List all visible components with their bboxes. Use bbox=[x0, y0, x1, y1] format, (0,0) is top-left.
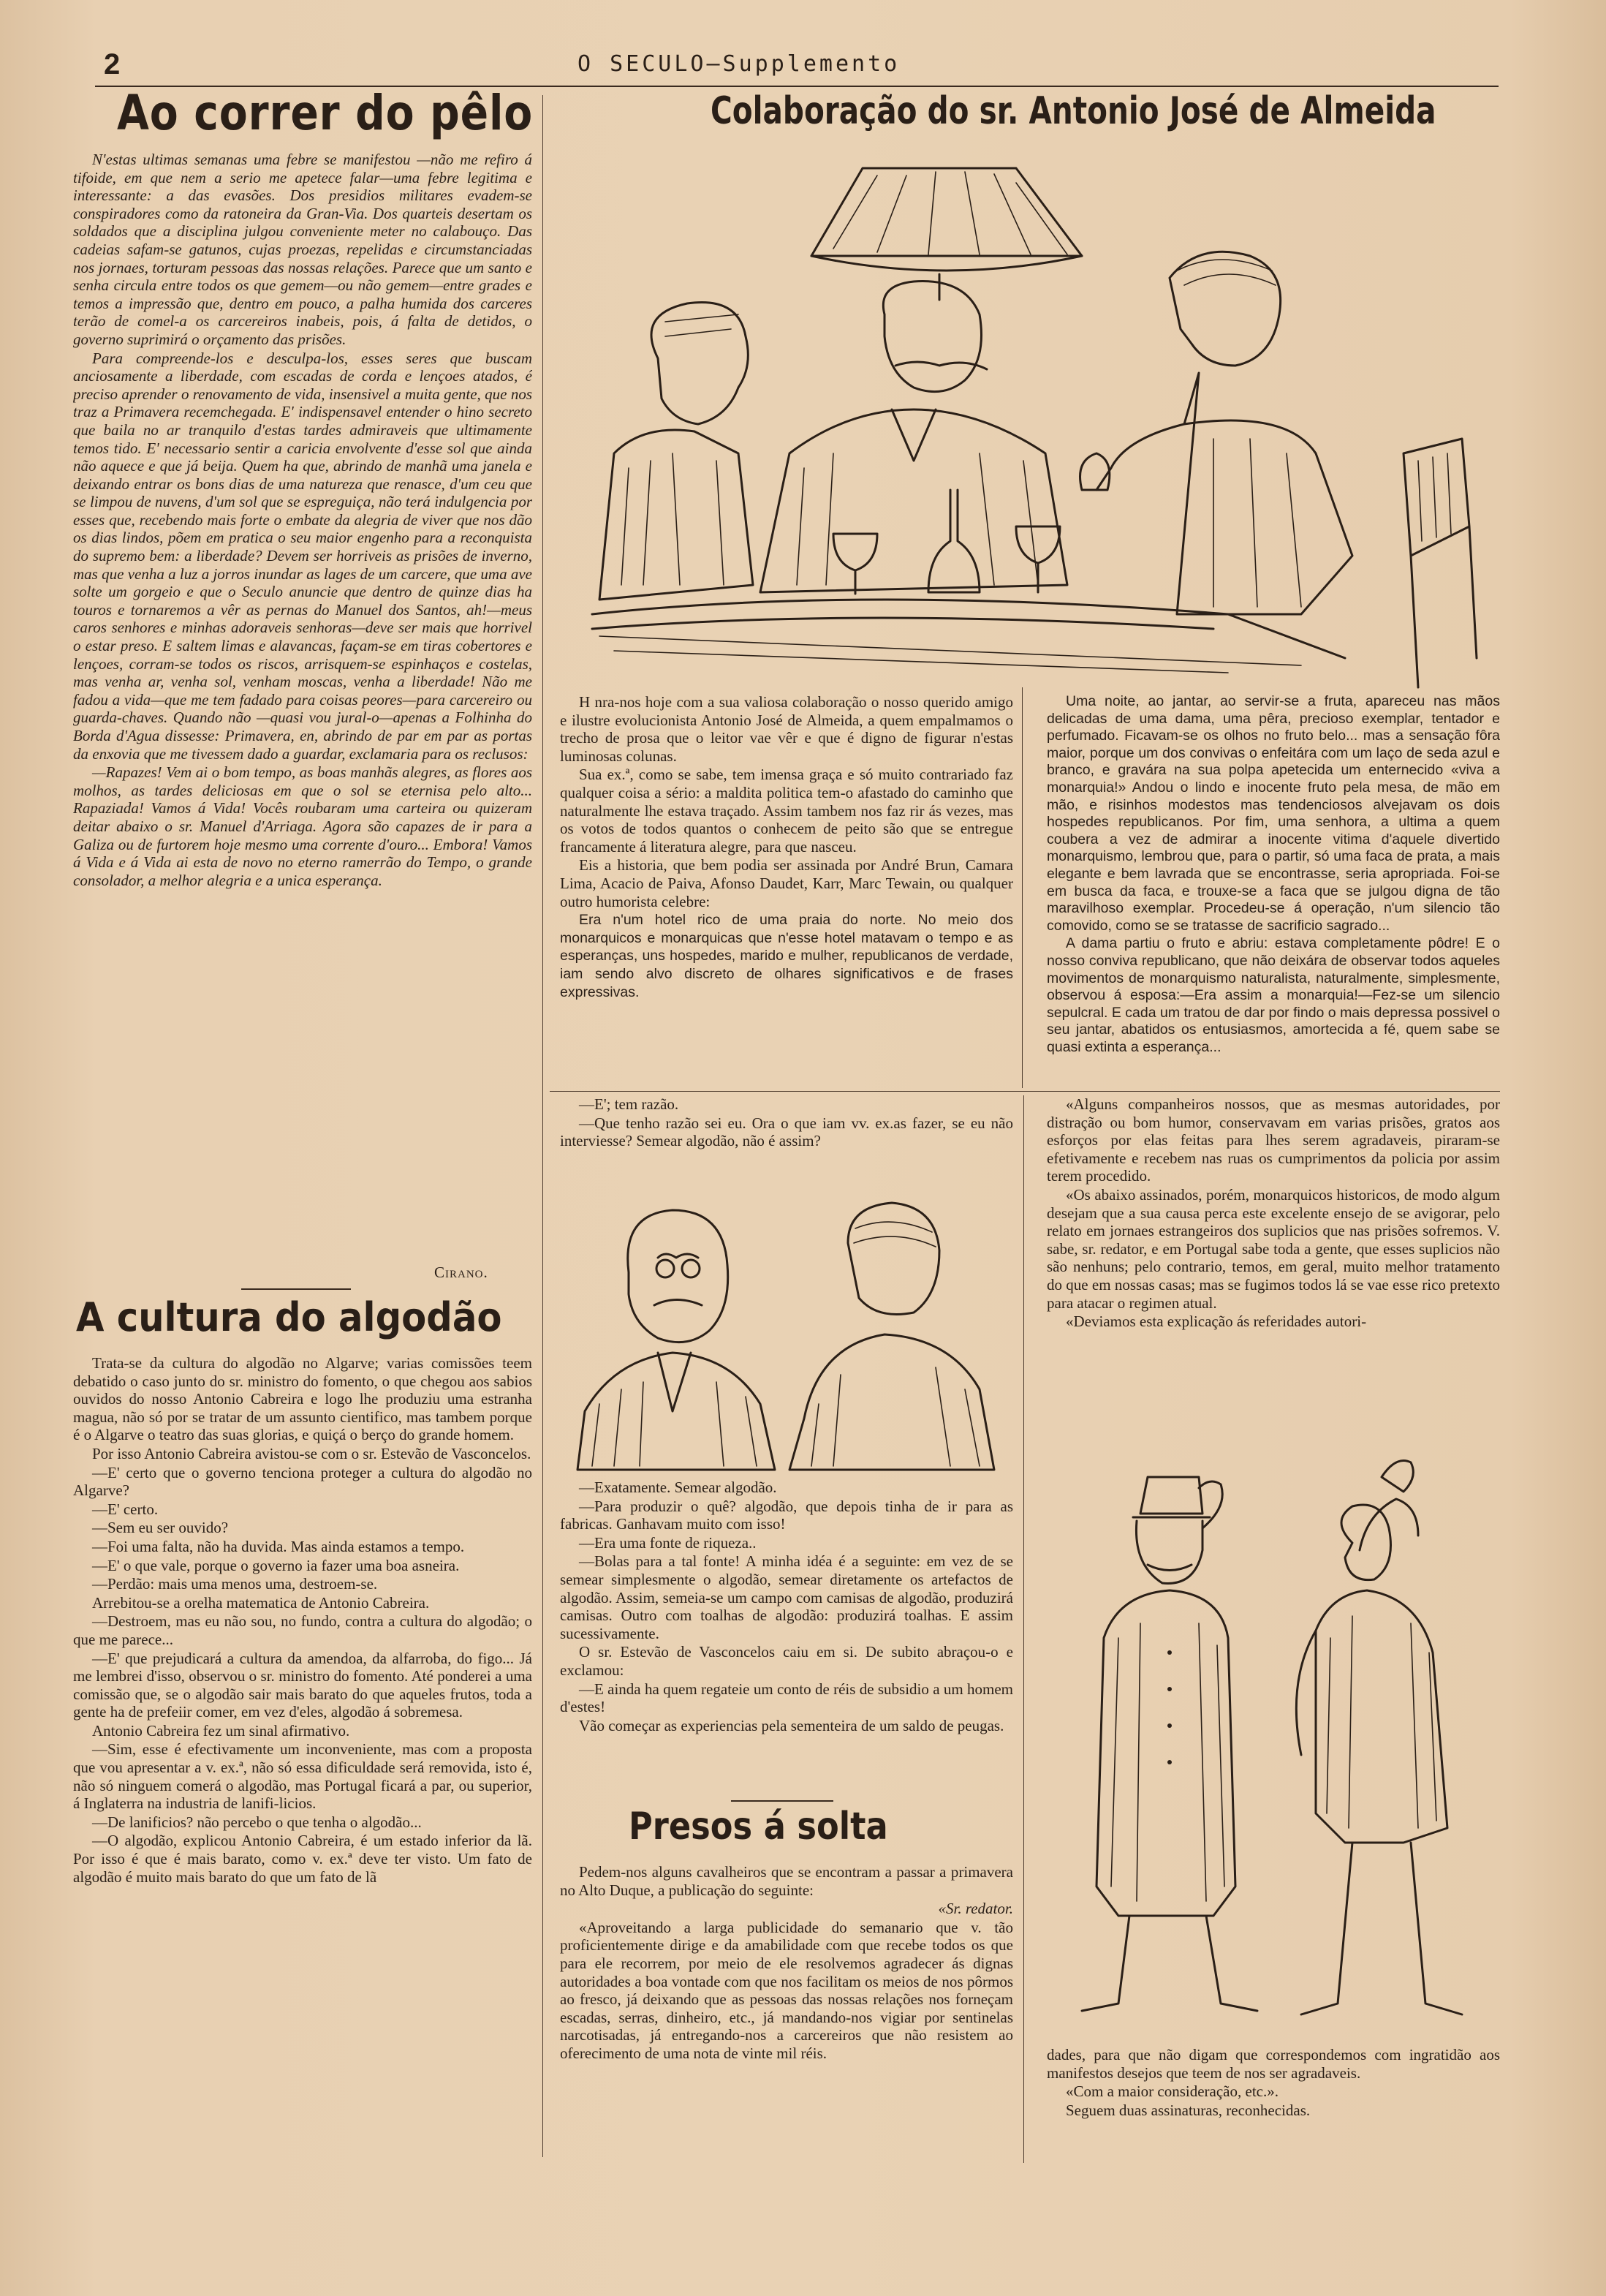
paragraph: O sr. Estevão de Vasconcelos caiu em si. De subito abraçou-o e exclamou: bbox=[560, 1643, 1013, 1679]
paragraph: «Aproveitando a larga publicidade do semanario que v. tão proficientemente dirige e da amabilidade com que recebe todos os que para ele recorrem, por meio de ele resolvemos agradecer ás dignas autoridades a boa vontade com que nos facilitam os meios de nos pôrmos ao fresco, já deixando que as pessoas das nossas relações nos forneçam escadas, serras, dinheiro, etc., já mandando-nos vigiar por sentinelas narcotisadas, já entregando-nos a carcereiros que não resistem ao oferecimento de uma nota de vinte mil réis. bbox=[560, 1918, 1013, 2062]
paragraph: —Para produzir o quê? algodão, que depois tinha de ir para as fabricas. Ganhavam muito com isso! bbox=[560, 1497, 1013, 1533]
paragraph: Seguem duas assinaturas, reconhecidas. bbox=[1066, 2101, 1311, 2119]
paragraph: —O algodão, explicou Antonio Cabreira, é um estado inferior da lã. Por isso é que é mais barato, como v. ex.ª deve ter visto. Um fato de algodão é muito mais barato do que um fato de lã bbox=[73, 1832, 532, 1886]
paragraph: Sua ex.ª, como se sabe, tem imensa graça e só muito contrariado faz qualquer coisa a sério: a maldita politica tem-o afastado do caminho que naturalmente lhe estava traçado. Assim tambem nos faz rir ás vezes, mas os votos de todos quantos o conhecem de peito são que se entregue francamente á literatura alegre, para que nasceu. bbox=[560, 766, 1013, 856]
paragraph: dades, para que não digam que correspondemos com ingratidão aos manifestos desejos que teem de nos ser agradaveis. bbox=[1047, 2046, 1500, 2082]
column-rule bbox=[542, 95, 543, 2157]
paragraph: —Que tenho razão sei eu. Ora o que iam vv. ex.as fazer, se eu não interviesse? Semear algodão, não é assim? bbox=[560, 1114, 1013, 1150]
paragraph: —Sem eu ser ouvido? bbox=[92, 1519, 229, 1537]
paragraph: —E'; tem razão. bbox=[579, 1095, 679, 1113]
paragraph: Antonio Cabreira fez um sinal afirmativo. bbox=[92, 1721, 350, 1740]
dinner-table-illustration bbox=[570, 146, 1491, 695]
paragraph: Era n'um hotel rico de uma praia do norte. No meio dos monarquicos e monarquicas que n'esse hotel matavam o tempo e as esperanças, uns hospedes, marido e mulher, republicanos de verdade, iam sendo alvo discreto de olhares significativos e de frases expressivas. bbox=[560, 912, 1013, 1000]
column-rule bbox=[1022, 687, 1023, 1088]
paragraph: Para compreende-los e desculpa-los, esses seres que buscam anciosamente a liberdade, com escadas de corda e lençoes atados, é preciso aprender o renovamento de vida, insensivel a muita gente, que nos traz a Primavera recemchegada. E' indispensavel entender o hino secreto que baila no ar tranquilo d'estas tardes admiraveis que ultimamente temos tido. E' necessario sentir a caricia envolvente d'esse sol que ainda não aquece e que já beija. Quem ha que, abrindo de manhã uma janela e deixando entrar os bons dias de uma natureza que renasce, d'um ceu que se limpou de nuvens, d'um sol que se espreguiça, não terá indulgencia por esses que, recebendo mais forte o embate da alegria de viver que nos dão os dias lindos, põem em pratica o seu maior engenho para a reconquista do supremo bem: a liberdade? Devem ser horriveis as prisões de inverno, mas que venha a luz a jorros inundar as lages de um carcere, que uma ave solte um gorgeio e que o Seculo anuncie que dentro de quinze dias ha touros e tornaremos a vêr as pernas do Manuel dos Santos, ah!—meus caros senhores e minhas adoraveis senhoras—deve ser mais que horrivel o estar preso. E saltem limas e alavancas, façam-se em tiras cobertores e lençoes, corram-se todos os riscos, arrisquem-se espinhaços e costelas, mas venha ar, venha sol, venham moscas, venha a liberdade! Não me fadou a vida—que me tem fadado para coisas peores—para carcereiro ou guarda-chaves. Quando não —quasi vou jural-o—apenas a Folhinha do Borda d'Agua dissesse: Primavera, en, abrindo de par em par as portas da enxovia que me tivessem dado a guardar, exclamaria para os reclusos: bbox=[73, 349, 532, 763]
paragraph: —Sim, esse é efectivamente um inconveniente, mas com a proposta que vou apresentar a v. ex.ª, não só essa dificuldade será removida, isto é, não só ninguem comerá o algodão, mas Portugal ficará a par, ou superior, á Inglaterra na industria de lanifi-licios. bbox=[73, 1740, 532, 1813]
paragraph: A dama partiu o fruto e abriu: estava completamente pôdre! E o nosso conviva republicano, que não deixára de observar todos aqueles movimentos de monarquismo naturalista, naturalmente, simplesmente, observou á esposa:—Era assim a monarquia!—Fez-se um silencio sepulcral. E cada um tratou de dar por findo o mais depressa possivel o seu jantar, abatidos os entusiasmos, amortecida a fé, quem sabe se quasi extinta a esperança... bbox=[1047, 935, 1500, 1055]
article-presos-tail bbox=[1047, 2046, 1500, 2163]
dialog-part-two bbox=[560, 1479, 1013, 1786]
paragraph: —Era uma fonte de riqueza.. bbox=[579, 1533, 757, 1552]
two-men-illustration bbox=[570, 1170, 1009, 1477]
prisoners-illustration bbox=[1038, 1448, 1506, 2033]
headline-ao-correr: Ao correr do pêlo bbox=[117, 85, 534, 141]
paragraph: «Sr. redator. bbox=[938, 1900, 1013, 1918]
paragraph: H nra-nos hoje com a sua valiosa colaboração o nosso querido amigo e ilustre evolucionista Antonio José de Almeida, a quem empalmamos o trecho de prosa que o leitor vae vêr e que é digno de figurar n'estas luminosas colunas. bbox=[560, 693, 1013, 765]
paragraph: —Perdão: mais uma menos uma, destroem-se. bbox=[92, 1575, 378, 1593]
headline-almeida: Colaboração do sr. Antonio José de Almeida bbox=[711, 89, 1436, 133]
paragraph: N'estas ultimas semanas uma febre se manifestou —não me refiro á tifoide, em que nem a serio me apetece falar—uma febre legitima e interessante: a das evasões. Dos presidios militares evadem-se conspiradores como da ratoneira da Gran-Via. Dos quarteis desertam os soldados que a disciplina julgou conveniente meter no calabouço. Das cadeias safam-se gatunos, cujas proezas, repelidas e circumstanciadas nos jornaes, torturam pessoas das nossas relações. Parece que um santo e senha circula entre todos os que gemem—ou não gemem—entre grades e temos a impressão que, dentro em pouco, a palha humida dos carceres terão de comel-a os carcereiros inabeis, pois, á falta de detidos, o governo suprimirá o orçamento das prisões. bbox=[73, 151, 532, 348]
paragraph: —E ainda ha quem regateie um conto de réis de subsidio a um homem d'estes! bbox=[560, 1680, 1013, 1716]
article-ao-correr bbox=[73, 151, 532, 1236]
paragraph: —E' certo que o governo tenciona proteger a cultura do algodão no Algarve? bbox=[73, 1463, 532, 1500]
paragraph: Eis a historia, que bem podia ser assinada por André Brun, Camara Lima, Acacio de Paiva, Afonso Daudet, Karr, Marc Tewain, ou qualquer outro humorista celebre: bbox=[560, 856, 1013, 910]
headline-algodao: A cultura do algodão bbox=[76, 1294, 502, 1340]
paragraph: «Alguns companheiros nossos, que as mesmas autoridades, por distração ou bom humor, conservavam em varias prisões, gratos aos esforços por elas feitas para lhes serem agradaveis, piraram-se efetivamente e recebem nas ruas os cumprimentos da policia por assim terem procedido. bbox=[1047, 1095, 1500, 1185]
dialog-part-one bbox=[560, 1095, 1013, 1157]
paragraph: —Exatamente. Semear algodão. bbox=[579, 1479, 777, 1496]
paragraph: Arrebitou-se a orelha matematica de Antonio Cabreira. bbox=[92, 1593, 430, 1612]
paragraph: —Foi uma falta, não ha duvida. Mas ainda estamos a tempo. bbox=[92, 1537, 465, 1555]
paragraph: —E' o que vale, porque o governo ia fazer uma boa asneira. bbox=[92, 1556, 460, 1574]
signature-cirano: Cirano. bbox=[434, 1264, 488, 1281]
paragraph: —E' que prejudicará a cultura da amendoa, da alfarroba, do figo... Já me lembrei d'isso, observou o sr. ministro do fomento. Até ponderei a uma comissão que, se o algodão sair mais barato do que aqueles frutos, toda a gente ha de prefeiir comer, em vez d'eles, algodão á sobremesa. bbox=[73, 1649, 532, 1721]
paragraph: Vão começar as experiencias pela sementeira de um saldo de peugas. bbox=[579, 1716, 1004, 1734]
section-rule bbox=[550, 1091, 1500, 1092]
paragraph: —De lanificios? não percebo o que tenha o algodão... bbox=[92, 1813, 422, 1831]
page-number: 2 bbox=[104, 48, 121, 80]
paragraph: Pedem-nos alguns cavalheiros que se encontram a passar a primavera no Alto Duque, a publicação do seguinte: bbox=[560, 1863, 1013, 1899]
section-ornament bbox=[731, 1800, 833, 1802]
article-algodao bbox=[73, 1354, 532, 2145]
paragraph: —Destroem, mas eu não sou, no fundo, contra a cultura do algodão; o que me parece... bbox=[73, 1612, 532, 1648]
paragraph: «Deviamos esta explicação ás referidades autori- bbox=[1066, 1313, 1367, 1331]
section-ornament bbox=[241, 1288, 351, 1290]
headline-presos: Presos á solta bbox=[629, 1805, 888, 1848]
paragraph: Trata-se da cultura do algodão no Algarve; varias comissões teem debatido o caso junto do sr. ministro do fomento, o que chegou aos sabios ouvidos do nosso Antonio Cabreira e logo lhe produziu uma estranha magua, não só por se tratar de um assunto cientifico, mas tambem porque é o Algarve o teatro das suas glorias, e quiçá o berço do grande homem. bbox=[73, 1354, 532, 1444]
paragraph: —Rapazes! Vem ai o bom tempo, as boas manhãs alegres, as flores aos molhos, as tardes deliciosas em que o sol se eternisa pelo alto... Rapaziada! Vamos á Vida! Vocês roubaram uma carteira ou quizeram deitar abaixo o sr. Manuel d'Arriaga. Agora são capazes de ir para a Galiza ou de furtorem hoje mesmo uma corrente d'ouro... Embora! Vamos á Vida e á Vida ai esta de novo no eterno ramerrão do Tempo, o grande consolador, a melhor alegria e a unica esperança. bbox=[73, 763, 532, 889]
column-rule bbox=[1023, 1095, 1024, 2163]
paragraph: «Com a maior consideração, etc.». bbox=[1066, 2082, 1279, 2101]
article-presos bbox=[560, 1863, 1013, 2156]
article-almeida-col-b bbox=[1047, 693, 1500, 1088]
running-head: O SECULO—Supplemento bbox=[577, 51, 901, 77]
paragraph: Uma noite, ao jantar, ao servir-se a fruta, apareceu nas mãos delicadas de uma dama, uma pêra, precioso exemplar, tentador e perfumado. Ficavam-se os olhos no fruto belo... mas a sensação fôra maior, porque um dos convivas o enfeitára com um laço de seda azul e branco, e gravára na sua polpa apetecida um enternecido «viva a monarquia!» Andou o lindo e inocente fruto pela mesa, de mão em mão, e risinhos modestos mas tendenciosos alvejavam os dois hospedes republicanos. Por fim, uma senhora, a ultima a quem coubera a vez de admirar a inocente vitima d'aquele divertido monarquismo, lembrou que, para o partir, só uma faca de prata, a mais elegante e bem lavrada que se encontrasse, seria apropriada. Foi-se em busca da faca, e trouxe-se a faca que se julgou digna de tão maravilhoso exemplar. Procedeu-se á operação, n'um silencio tão comovido, como se se tratasse de sacrificio sagrado... bbox=[1047, 693, 1500, 934]
article-presos-continued bbox=[1047, 1095, 1500, 1432]
paragraph: «Os abaixo assinados, porém, monarquicos historicos, de modo algum desejam que a sua causa perca este excelente ensejo de se avigorar, pelo relato em jornaes estrangeiros dos suplicios que nas prisões sofremos. V. sabe, sr. redator, e em Portugal sabe toda a gente, que esses suplicios não são nenhuns; pelo contrario, temos, em geral, muito melhor tratamento do que em nossas casas; mas se fugimos todos lá se vae esse rico pretexto para atacar o regimen atual. bbox=[1047, 1185, 1500, 1312]
paragraph: —E' certo. bbox=[92, 1500, 159, 1518]
paragraph: —Bolas para a tal fonte! A minha idéa é a seguinte: em vez de se semear simplesmente o algodão, semear diretamente os artefactos de algodão. Assim, semeia-se um campo com camisas de algodão, produzirá camisas. Outro com toalhas de algodão: produzirá toalhas. E assim sucessivamente. bbox=[560, 1552, 1013, 1642]
article-almeida-col-a bbox=[560, 693, 1013, 1088]
paragraph: Por isso Antonio Cabreira avistou-se com o sr. Estevão de Vasconcelos. bbox=[92, 1444, 531, 1462]
